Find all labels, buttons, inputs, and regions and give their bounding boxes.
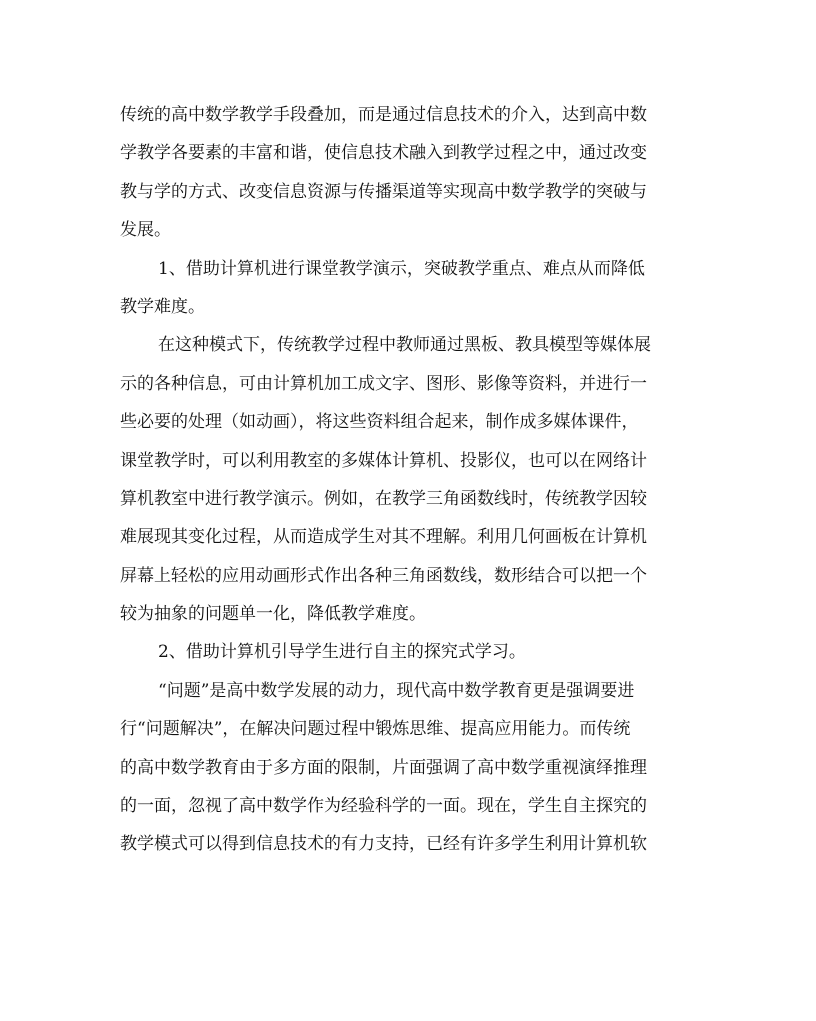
- text-line: 在这种模式下，传统教学过程中教师通过黑板、教具模型等媒体展: [158, 335, 651, 356]
- text-line: “问题”是高中数学发展的动力，现代高中数学教育更是强调要进: [158, 680, 635, 701]
- text-line: 传统的高中数学教学手段叠加，而是通过信息技术的介入，达到高中数: [120, 105, 647, 125]
- text-line: 教学难度。: [120, 296, 205, 317]
- text-line: 学教学各要素的丰富和谐，使信息技术融入到教学过程之中，通过改变: [120, 143, 647, 164]
- text-line: 发展。: [120, 220, 171, 241]
- text-line: 课堂教学时，可以利用教室的多媒体计算机、投影仪，也可以在网络计: [120, 450, 647, 471]
- text-line: 示的各种信息，可由计算机加工成文字、图形、影像等资料，并进行一: [120, 373, 647, 394]
- text-line: 教学模式可以得到信息技术的有力支持，已经有许多学生利用计算机软: [120, 834, 647, 855]
- text-line: 行“问题解决”，在解决问题过程中锻炼思维、提高应用能力。而传统: [120, 719, 631, 740]
- text-line: 2、借助计算机引导学生进行自主的探究式学习。: [158, 642, 526, 663]
- text-line: 屏幕上轻松的应用动画形式作出各种三角函数线，数形结合可以把一个: [120, 565, 647, 586]
- text-line: 的一面，忽视了高中数学作为经验科学的一面。现在，学生自主探究的: [120, 796, 647, 817]
- text-line: 的高中数学教育由于多方面的限制，片面强调了高中数学重视演绎推理: [120, 757, 647, 778]
- text-line: 难展现其变化过程，从而造成学生对其不理解。利用几何画板在计算机: [120, 527, 647, 548]
- text-line: 算机教室中进行教学演示。例如，在教学三角函数线时，传统教学因较: [120, 488, 647, 509]
- text-line: 些必要的处理（如动画），将这些资料组合起来，制作成多媒体课件，: [120, 412, 639, 433]
- document-body: [120, 96, 698, 864]
- text-line: 教与学的方式、改变信息资源与传播渠道等实现高中数学教学的突破与: [120, 181, 647, 202]
- text-line: 较为抽象的问题单一化，降低教学难度。: [120, 604, 426, 625]
- text-line: 1、借助计算机进行课堂教学演示，突破教学重点、难点从而降低: [158, 258, 645, 279]
